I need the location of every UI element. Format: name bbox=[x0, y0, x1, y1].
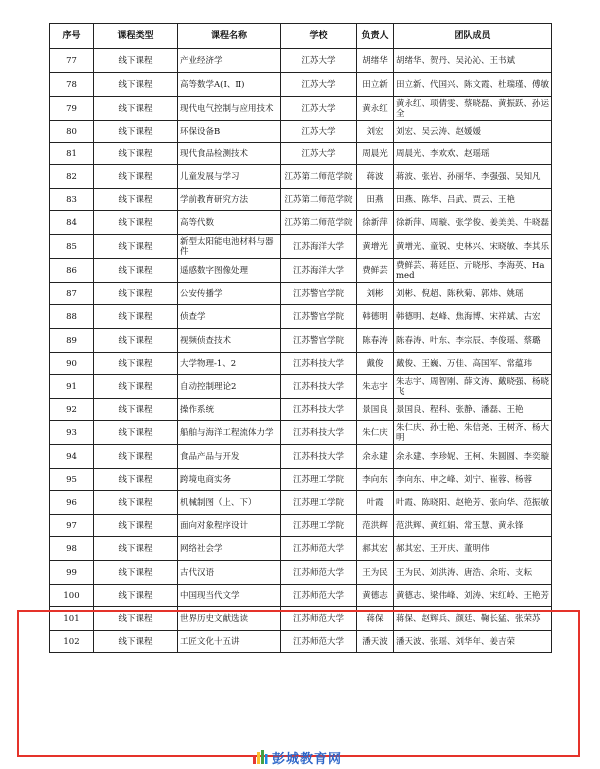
cell-lead: 陈春涛 bbox=[357, 329, 394, 353]
cell-type: 线下课程 bbox=[94, 421, 178, 445]
cell-name: 世界历史文献选读 bbox=[178, 607, 281, 631]
cell-type: 线下课程 bbox=[94, 399, 178, 421]
cell-name: 中国现当代文学 bbox=[178, 585, 281, 607]
header-row bbox=[50, 24, 552, 49]
watermark-text: 彭城教育网 bbox=[272, 751, 343, 767]
table-row bbox=[50, 121, 552, 143]
table-row bbox=[50, 329, 552, 353]
cell-num: 77 bbox=[50, 49, 94, 73]
cell-lead: 潘天波 bbox=[357, 631, 394, 653]
cell-members: 景国良、程科、张静、潘磊、王艳 bbox=[394, 399, 552, 421]
cell-num: 89 bbox=[50, 329, 94, 353]
cell-members: 朱志宇、周智刚、薛文涛、戴晓强、杨晓飞 bbox=[394, 375, 552, 399]
cell-school: 江苏科技大学 bbox=[281, 399, 357, 421]
cell-members: 蒋保、赵辉兵、颜廷、鞠长猛、张荣苏 bbox=[394, 607, 552, 631]
cell-school: 江苏理工学院 bbox=[281, 515, 357, 537]
table-row bbox=[50, 445, 552, 469]
cell-name: 学前教育研究方法 bbox=[178, 189, 281, 211]
cell-type: 线下课程 bbox=[94, 631, 178, 653]
cell-type: 线下课程 bbox=[94, 561, 178, 585]
cell-num: 78 bbox=[50, 73, 94, 97]
table-row bbox=[50, 631, 552, 653]
table-row bbox=[50, 97, 552, 121]
cell-name: 工匠文化十五讲 bbox=[178, 631, 281, 653]
cell-name: 网络社会学 bbox=[178, 537, 281, 561]
cell-school: 江苏警官学院 bbox=[281, 305, 357, 329]
cell-name: 古代汉语 bbox=[178, 561, 281, 585]
cell-type: 线下课程 bbox=[94, 469, 178, 491]
cell-school: 江苏海洋大学 bbox=[281, 235, 357, 259]
cell-name: 产业经济学 bbox=[178, 49, 281, 73]
cell-lead: 叶霞 bbox=[357, 491, 394, 515]
table-row bbox=[50, 353, 552, 375]
cell-members: 胡绪华、贺丹、吴沁沁、王书斌 bbox=[394, 49, 552, 73]
cell-name: 侦查学 bbox=[178, 305, 281, 329]
table-row bbox=[50, 399, 552, 421]
cell-members: 刘彬、倪超、陈秋菊、郭炜、姚瑶 bbox=[394, 283, 552, 305]
cell-num: 82 bbox=[50, 165, 94, 189]
cell-type: 线下课程 bbox=[94, 375, 178, 399]
cell-lead: 朱志宇 bbox=[357, 375, 394, 399]
cell-num: 91 bbox=[50, 375, 94, 399]
cell-type: 线下课程 bbox=[94, 259, 178, 283]
cell-num: 95 bbox=[50, 469, 94, 491]
cell-school: 江苏海洋大学 bbox=[281, 259, 357, 283]
cell-members: 李向东、申之峰、刘宁、崔蓉、杨蓉 bbox=[394, 469, 552, 491]
header-num: 序号 bbox=[50, 24, 94, 49]
cell-lead: 费鲜芸 bbox=[357, 259, 394, 283]
cell-type: 线下课程 bbox=[94, 353, 178, 375]
cell-name: 操作系统 bbox=[178, 399, 281, 421]
cell-members: 王为民、刘洪涛、唐浩、余珩、支耘 bbox=[394, 561, 552, 585]
cell-type: 线下课程 bbox=[94, 121, 178, 143]
cell-members: 黄德志、梁伟峰、刘涛、宋红岭、王艳芳 bbox=[394, 585, 552, 607]
cell-school: 江苏师范大学 bbox=[281, 537, 357, 561]
cell-num: 80 bbox=[50, 121, 94, 143]
cell-name: 自动控制理论2 bbox=[178, 375, 281, 399]
cell-members: 范洪辉、黄红娟、常玉慧、黄永锋 bbox=[394, 515, 552, 537]
cell-name: 遥感数字图像处理 bbox=[178, 259, 281, 283]
cell-lead: 田燕 bbox=[357, 189, 394, 211]
cell-name: 高等代数 bbox=[178, 211, 281, 235]
cell-members: 徐新萍、周璇、张学俊、姜美美、牛晓磊 bbox=[394, 211, 552, 235]
cell-members: 潘天波、张瑶、刘华年、姜吉荣 bbox=[394, 631, 552, 653]
cell-school: 江苏大学 bbox=[281, 73, 357, 97]
cell-name: 新型太阳能电池材料与器件 bbox=[178, 235, 281, 259]
cell-lead: 黄永红 bbox=[357, 97, 394, 121]
cell-members: 黄增光、童锐、史林兴、宋晓敏、李其乐 bbox=[394, 235, 552, 259]
cell-school: 江苏科技大学 bbox=[281, 353, 357, 375]
cell-members: 黄永红、项倩雯、蔡晓磊、黄振跃、孙运全 bbox=[394, 97, 552, 121]
cell-name: 环保设备B bbox=[178, 121, 281, 143]
cell-type: 线下课程 bbox=[94, 97, 178, 121]
cell-lead: 周晨光 bbox=[357, 143, 394, 165]
cell-num: 83 bbox=[50, 189, 94, 211]
cell-type: 线下课程 bbox=[94, 211, 178, 235]
table-row bbox=[50, 607, 552, 631]
cell-school: 江苏科技大学 bbox=[281, 421, 357, 445]
cell-type: 线下课程 bbox=[94, 49, 178, 73]
cell-school: 江苏师范大学 bbox=[281, 631, 357, 653]
cell-type: 线下课程 bbox=[94, 537, 178, 561]
cell-school: 江苏第二师范学院 bbox=[281, 165, 357, 189]
cell-school: 江苏科技大学 bbox=[281, 375, 357, 399]
table-row bbox=[50, 421, 552, 445]
cell-school: 江苏大学 bbox=[281, 49, 357, 73]
cell-lead: 田立新 bbox=[357, 73, 394, 97]
cell-school: 江苏理工学院 bbox=[281, 469, 357, 491]
cell-school: 江苏第二师范学院 bbox=[281, 211, 357, 235]
cell-school: 江苏师范大学 bbox=[281, 561, 357, 585]
cell-members: 周晨光、李欢欢、赵瑶瑶 bbox=[394, 143, 552, 165]
table-row bbox=[50, 375, 552, 399]
cell-type: 线下课程 bbox=[94, 189, 178, 211]
cell-type: 线下课程 bbox=[94, 73, 178, 97]
cell-type: 线下课程 bbox=[94, 491, 178, 515]
header-name: 课程名称 bbox=[178, 24, 281, 49]
cell-school: 江苏师范大学 bbox=[281, 607, 357, 631]
cell-name: 跨境电商实务 bbox=[178, 469, 281, 491]
cell-num: 90 bbox=[50, 353, 94, 375]
cell-school: 江苏师范大学 bbox=[281, 585, 357, 607]
table-row bbox=[50, 469, 552, 491]
header-members: 团队成员 bbox=[394, 24, 552, 49]
cell-school: 江苏科技大学 bbox=[281, 445, 357, 469]
cell-lead: 李向东 bbox=[357, 469, 394, 491]
cell-school: 江苏大学 bbox=[281, 121, 357, 143]
cell-members: 田立新、代国兴、陈文霞、杜瑞瑾、傅敏 bbox=[394, 73, 552, 97]
cell-name: 船舶与海洋工程流体力学 bbox=[178, 421, 281, 445]
cell-lead: 黄增光 bbox=[357, 235, 394, 259]
header-type: 课程类型 bbox=[94, 24, 178, 49]
cell-num: 79 bbox=[50, 97, 94, 121]
watermark bbox=[252, 748, 342, 766]
cell-lead: 朱仁庆 bbox=[357, 421, 394, 445]
cell-members: 韩德明、赵峰、焦海博、宋祥斌、古宏 bbox=[394, 305, 552, 329]
cell-num: 88 bbox=[50, 305, 94, 329]
cell-members: 戴俊、王巍、万佳、高国军、常蕴玮 bbox=[394, 353, 552, 375]
cell-lead: 景国良 bbox=[357, 399, 394, 421]
cell-num: 100 bbox=[50, 585, 94, 607]
cell-num: 85 bbox=[50, 235, 94, 259]
cell-lead: 胡绪华 bbox=[357, 49, 394, 73]
table-body bbox=[50, 49, 552, 653]
table-row bbox=[50, 73, 552, 97]
cell-members: 叶霞、陈晓阳、赵艳芳、张向华、范振敏 bbox=[394, 491, 552, 515]
course-table bbox=[49, 23, 552, 653]
cell-school: 江苏警官学院 bbox=[281, 283, 357, 305]
table-row bbox=[50, 189, 552, 211]
cell-type: 线下课程 bbox=[94, 235, 178, 259]
table-row bbox=[50, 585, 552, 607]
cell-lead: 韩德明 bbox=[357, 305, 394, 329]
cell-name: 大学物理-1、2 bbox=[178, 353, 281, 375]
cell-name: 食品产品与开发 bbox=[178, 445, 281, 469]
cell-num: 101 bbox=[50, 607, 94, 631]
cell-type: 线下课程 bbox=[94, 143, 178, 165]
table-row bbox=[50, 305, 552, 329]
cell-school: 江苏大学 bbox=[281, 97, 357, 121]
cell-school: 江苏大学 bbox=[281, 143, 357, 165]
cell-members: 田燕、陈华、吕武、贾云、王艳 bbox=[394, 189, 552, 211]
cell-members: 陈春涛、叶东、李宗辰、李俊瑶、蔡璐 bbox=[394, 329, 552, 353]
cell-name: 机械制图（上、下） bbox=[178, 491, 281, 515]
cell-name: 现代食品检测技术 bbox=[178, 143, 281, 165]
cell-members: 余永建、李珍妮、王柯、朱圆圆、李奕璇 bbox=[394, 445, 552, 469]
cell-num: 94 bbox=[50, 445, 94, 469]
cell-num: 81 bbox=[50, 143, 94, 165]
cell-lead: 刘宏 bbox=[357, 121, 394, 143]
cell-type: 线下课程 bbox=[94, 445, 178, 469]
cell-name: 公安传播学 bbox=[178, 283, 281, 305]
cell-type: 线下课程 bbox=[94, 515, 178, 537]
cell-lead: 蒋波 bbox=[357, 165, 394, 189]
table-row bbox=[50, 491, 552, 515]
cell-school: 江苏第二师范学院 bbox=[281, 189, 357, 211]
table-row bbox=[50, 537, 552, 561]
cell-lead: 余永建 bbox=[357, 445, 394, 469]
cell-lead: 刘彬 bbox=[357, 283, 394, 305]
cell-lead: 黄德志 bbox=[357, 585, 394, 607]
table-header bbox=[50, 24, 552, 49]
cell-num: 92 bbox=[50, 399, 94, 421]
table-row bbox=[50, 49, 552, 73]
cell-name: 高等数学A(Ⅰ、Ⅱ) bbox=[178, 73, 281, 97]
cell-num: 87 bbox=[50, 283, 94, 305]
cell-school: 江苏理工学院 bbox=[281, 491, 357, 515]
cell-members: 刘宏、吴云涛、赵媛媛 bbox=[394, 121, 552, 143]
cell-members: 费鲜芸、蒋廷臣、亓晓彤、李海英、Hamed bbox=[394, 259, 552, 283]
cell-members: 朱仁庆、孙士艳、朱信尧、王树齐、杨大明 bbox=[394, 421, 552, 445]
cell-name: 儿童发展与学习 bbox=[178, 165, 281, 189]
cell-num: 97 bbox=[50, 515, 94, 537]
cell-members: 郝其宏、王开庆、董明伟 bbox=[394, 537, 552, 561]
cell-type: 线下课程 bbox=[94, 305, 178, 329]
cell-num: 98 bbox=[50, 537, 94, 561]
table-row bbox=[50, 515, 552, 537]
table-row bbox=[50, 143, 552, 165]
cell-type: 线下课程 bbox=[94, 607, 178, 631]
table-row bbox=[50, 283, 552, 305]
table-row bbox=[50, 561, 552, 585]
cell-num: 84 bbox=[50, 211, 94, 235]
cell-num: 86 bbox=[50, 259, 94, 283]
cell-lead: 王为民 bbox=[357, 561, 394, 585]
cell-type: 线下课程 bbox=[94, 283, 178, 305]
cell-num: 96 bbox=[50, 491, 94, 515]
cell-name: 面向对象程序设计 bbox=[178, 515, 281, 537]
cell-name: 视频侦查技术 bbox=[178, 329, 281, 353]
cell-lead: 戴俊 bbox=[357, 353, 394, 375]
header-lead: 负责人 bbox=[357, 24, 394, 49]
table-row bbox=[50, 235, 552, 259]
cell-type: 线下课程 bbox=[94, 165, 178, 189]
table-row bbox=[50, 211, 552, 235]
cell-members: 蒋波、张岩、孙丽华、李强强、吴知凡 bbox=[394, 165, 552, 189]
cell-lead: 范洪辉 bbox=[357, 515, 394, 537]
cell-type: 线下课程 bbox=[94, 585, 178, 607]
cell-name: 现代电气控制与应用技术 bbox=[178, 97, 281, 121]
colorful-bars-logo-icon bbox=[252, 749, 268, 765]
header-school: 学校 bbox=[281, 24, 357, 49]
cell-lead: 蒋保 bbox=[357, 607, 394, 631]
cell-school: 江苏警官学院 bbox=[281, 329, 357, 353]
cell-lead: 徐新萍 bbox=[357, 211, 394, 235]
cell-lead: 郝其宏 bbox=[357, 537, 394, 561]
cell-num: 93 bbox=[50, 421, 94, 445]
cell-type: 线下课程 bbox=[94, 329, 178, 353]
cell-num: 99 bbox=[50, 561, 94, 585]
table-row bbox=[50, 165, 552, 189]
cell-num: 102 bbox=[50, 631, 94, 653]
table-row bbox=[50, 259, 552, 283]
